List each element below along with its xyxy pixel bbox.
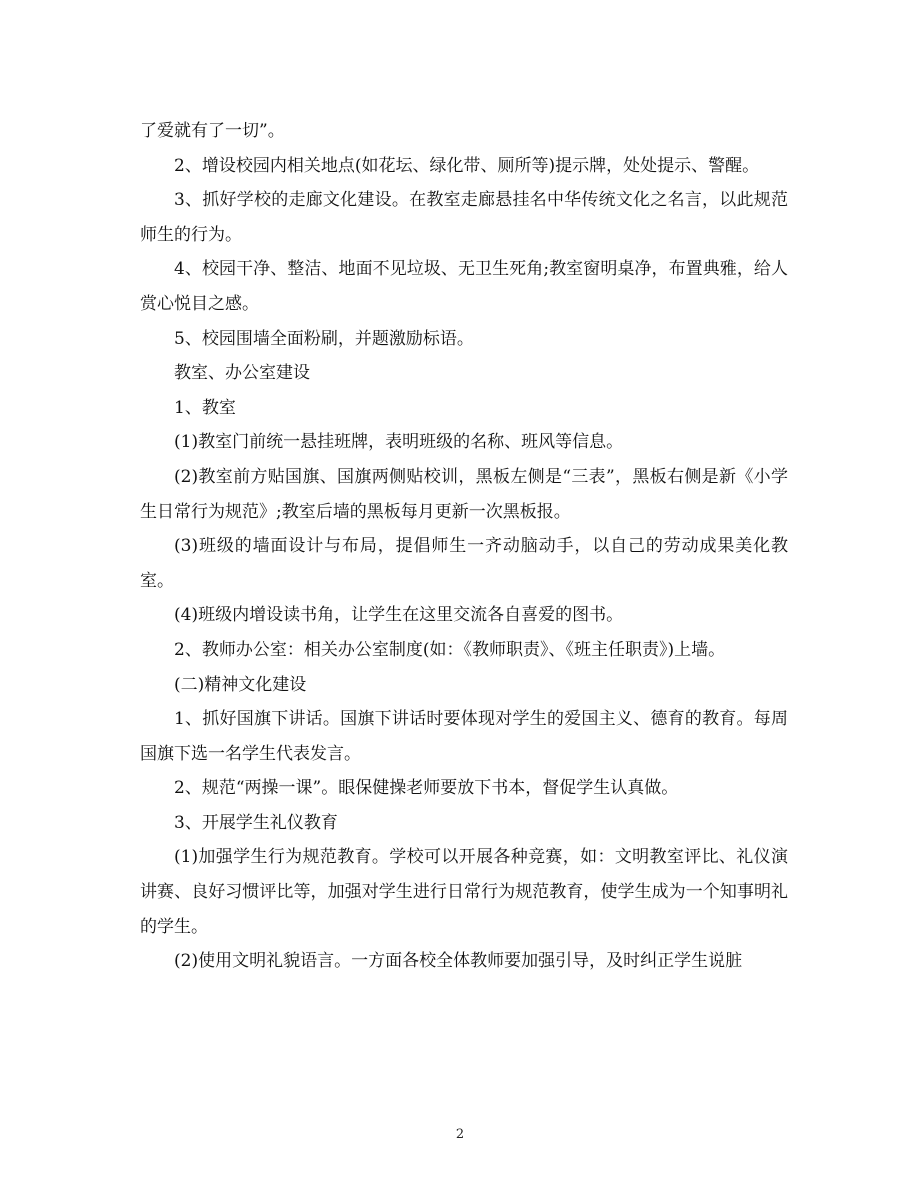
paragraph-15: 3、开展学生礼仪教育 [174,812,338,833]
paragraph-11: 2、教师办公室：相关办公室制度(如：《教师职责》、《班主任职责》)上墙。 [174,639,726,660]
paragraph-1: 2、增设校园内相关地点(如花坛、绿化带、厕所等)提示牌，处处提示、警醒。 [174,155,760,176]
paragraph-6: 1、教室 [174,397,236,418]
paragraph-7: (1)教室门前统一悬挂班牌，表明班级的名称、班风等信息。 [174,432,624,453]
paragraph-0: 了爱就有了一切”。 [140,121,285,141]
paragraph-4: 5、校园围墙全面粉刷，并题激励标语。 [174,328,474,349]
paragraph-13: 1、抓好国旗下讲话。国旗下讲话时要体现对学生的爱国主义、德育的教育。每周国旗下选一名学生代表发言。 [140,709,788,764]
paragraph-3: 4、校园干净、整洁、地面不见垃圾、无卫生死角;教室窗明桌净，布置典雅，给人赏心悦目之感。 [140,259,788,314]
paragraph-12: (二)精神文化建设 [174,674,307,695]
body-text [140,114,788,979]
page-number: 2 [455,1127,465,1142]
paragraph-2: 3、抓好学校的走廊文化建设。在教室走廊悬挂名中华传统文化之名言，以此规范师生的行为。 [140,190,788,245]
paragraph-5: 教室、办公室建设 [174,363,310,384]
paragraph-10: (4)班级内增设读书角，让学生在这里交流各自喜爱的图书。 [174,605,624,626]
paragraph-9: (3)班级的墙面设计与布局，提倡师生一齐动脑动手，以自己的劳动成果美化教室。 [140,536,788,591]
paragraph-17: (2)使用文明礼貌语言。一方面各校全体教师要加强引导，及时纠正学生说脏 [174,951,743,972]
paragraph-16: (1)加强学生行为规范教育。学校可以开展各种竞赛，如：文明教室评比、礼仪演讲赛、良好习惯评比等，加强对学生进行日常行为规范教育，使学生成为一个知事明礼的学生。 [140,847,788,937]
paragraph-8: (2)教室前方贴国旗、国旗两侧贴校训，黑板左侧是“三表”，黑板右侧是新《小学生日常行为规范》;教室后墙的黑板每月更新一次黑板报。 [140,466,788,522]
paragraph-14: 2、规范“两操一课”。眼保健操老师要放下书本，督促学生认真做。 [174,778,679,799]
